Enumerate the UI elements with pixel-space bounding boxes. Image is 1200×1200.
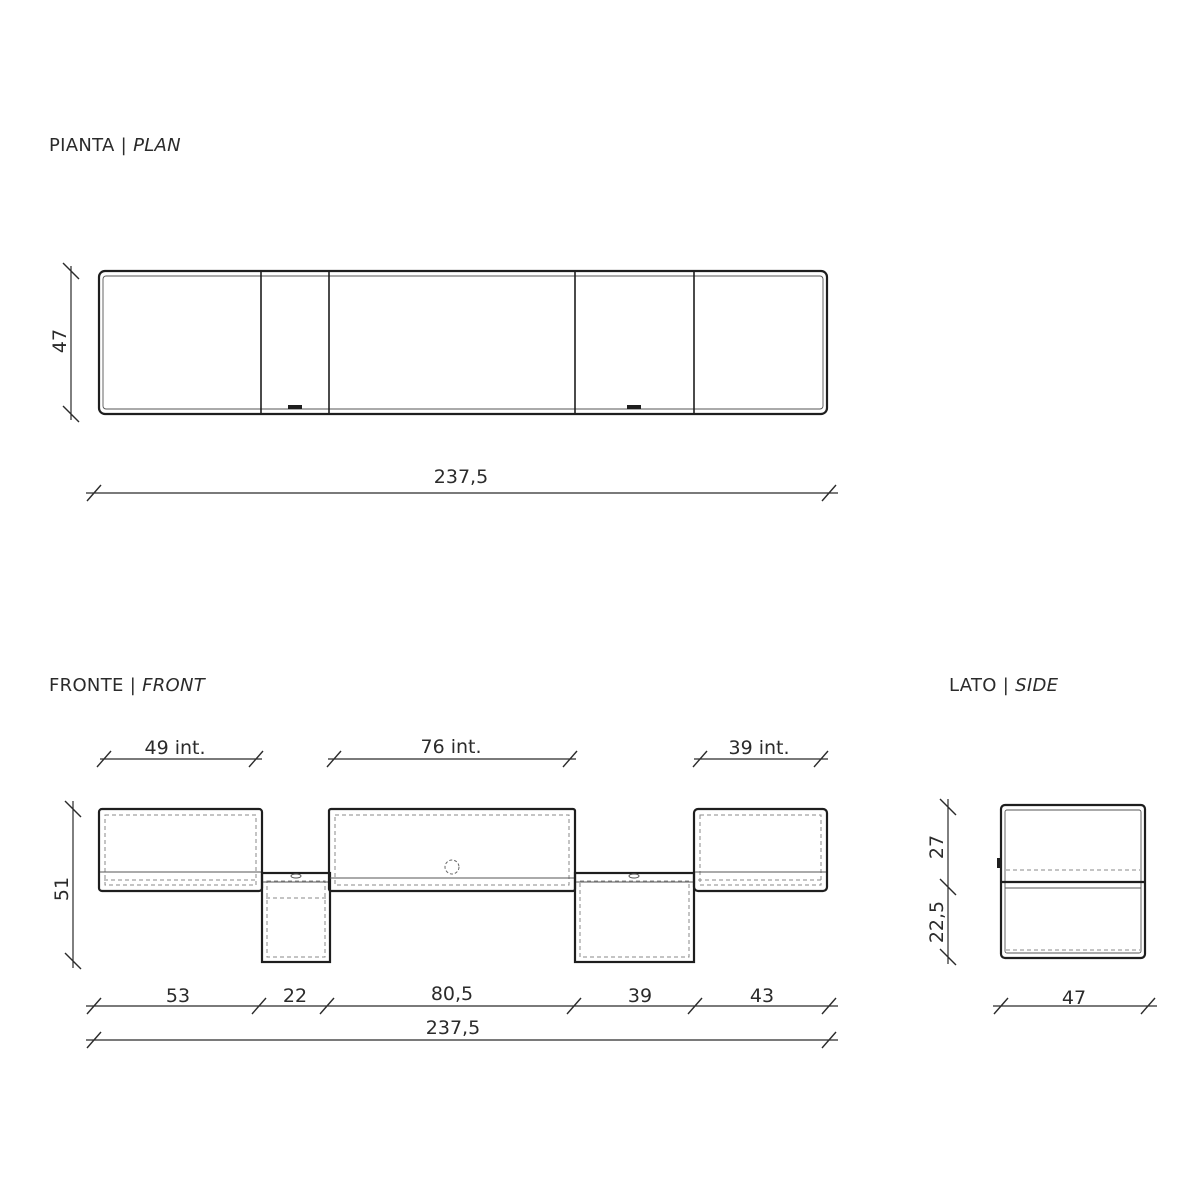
front-internal-3-label: 39 int. (728, 737, 790, 759)
front-cable-hole (445, 860, 459, 874)
front-box-right-inner (700, 815, 821, 885)
plan-width-label: 237,5 (433, 466, 489, 488)
front-box-low-1-inner (267, 881, 325, 957)
plan-title-it: PIANTA (49, 135, 115, 156)
front-total-label: 237,5 (425, 1017, 481, 1039)
front-box-low-2 (575, 873, 694, 962)
plan-inner-outline (103, 276, 823, 409)
front-title-separator: | (123, 675, 143, 696)
front-title-it: FRONTE (49, 675, 124, 696)
front-segment-label-2: 22 (282, 985, 308, 1007)
front-box-center (329, 809, 575, 891)
side-title-separator: | (996, 675, 1016, 696)
side-view (926, 799, 1157, 1014)
front-box-right (694, 809, 827, 891)
side-wall-bracket (997, 858, 1001, 868)
plan-title-separator: | (114, 135, 134, 156)
plan-handle-2 (627, 405, 641, 409)
plan-view (49, 263, 838, 501)
front-box-left-inner (105, 815, 256, 885)
side-upper-height-label: 27 (926, 834, 948, 860)
side-depth-label: 47 (1061, 987, 1087, 1009)
plan-depth-label: 47 (49, 328, 71, 354)
front-box-left (99, 809, 262, 891)
front-box-low-1-handle (291, 874, 301, 878)
plan-outline (99, 271, 827, 414)
front-segment-label-1: 53 (165, 985, 191, 1007)
front-view (51, 736, 838, 1048)
front-internal-2-label: 76 int. (420, 736, 482, 758)
front-box-low-2-inner (580, 881, 689, 957)
front-segment-label-4: 39 (627, 985, 653, 1007)
plan-title-en: PLAN (133, 135, 181, 156)
side-title-en: SIDE (1015, 675, 1059, 696)
front-title-en: FRONT (142, 675, 206, 696)
front-segment-label-3: 80,5 (430, 983, 474, 1005)
front-internal-1-label: 49 int. (144, 737, 206, 759)
front-height-label: 51 (51, 876, 73, 902)
side-title-it: LATO (949, 675, 997, 696)
front-segment-label-5: 43 (749, 985, 775, 1007)
front-box-low-2-handle (629, 874, 639, 878)
front-box-low-1 (262, 873, 330, 962)
side-lower-height-label: 22,5 (926, 900, 948, 944)
plan-handle-1 (288, 405, 302, 409)
